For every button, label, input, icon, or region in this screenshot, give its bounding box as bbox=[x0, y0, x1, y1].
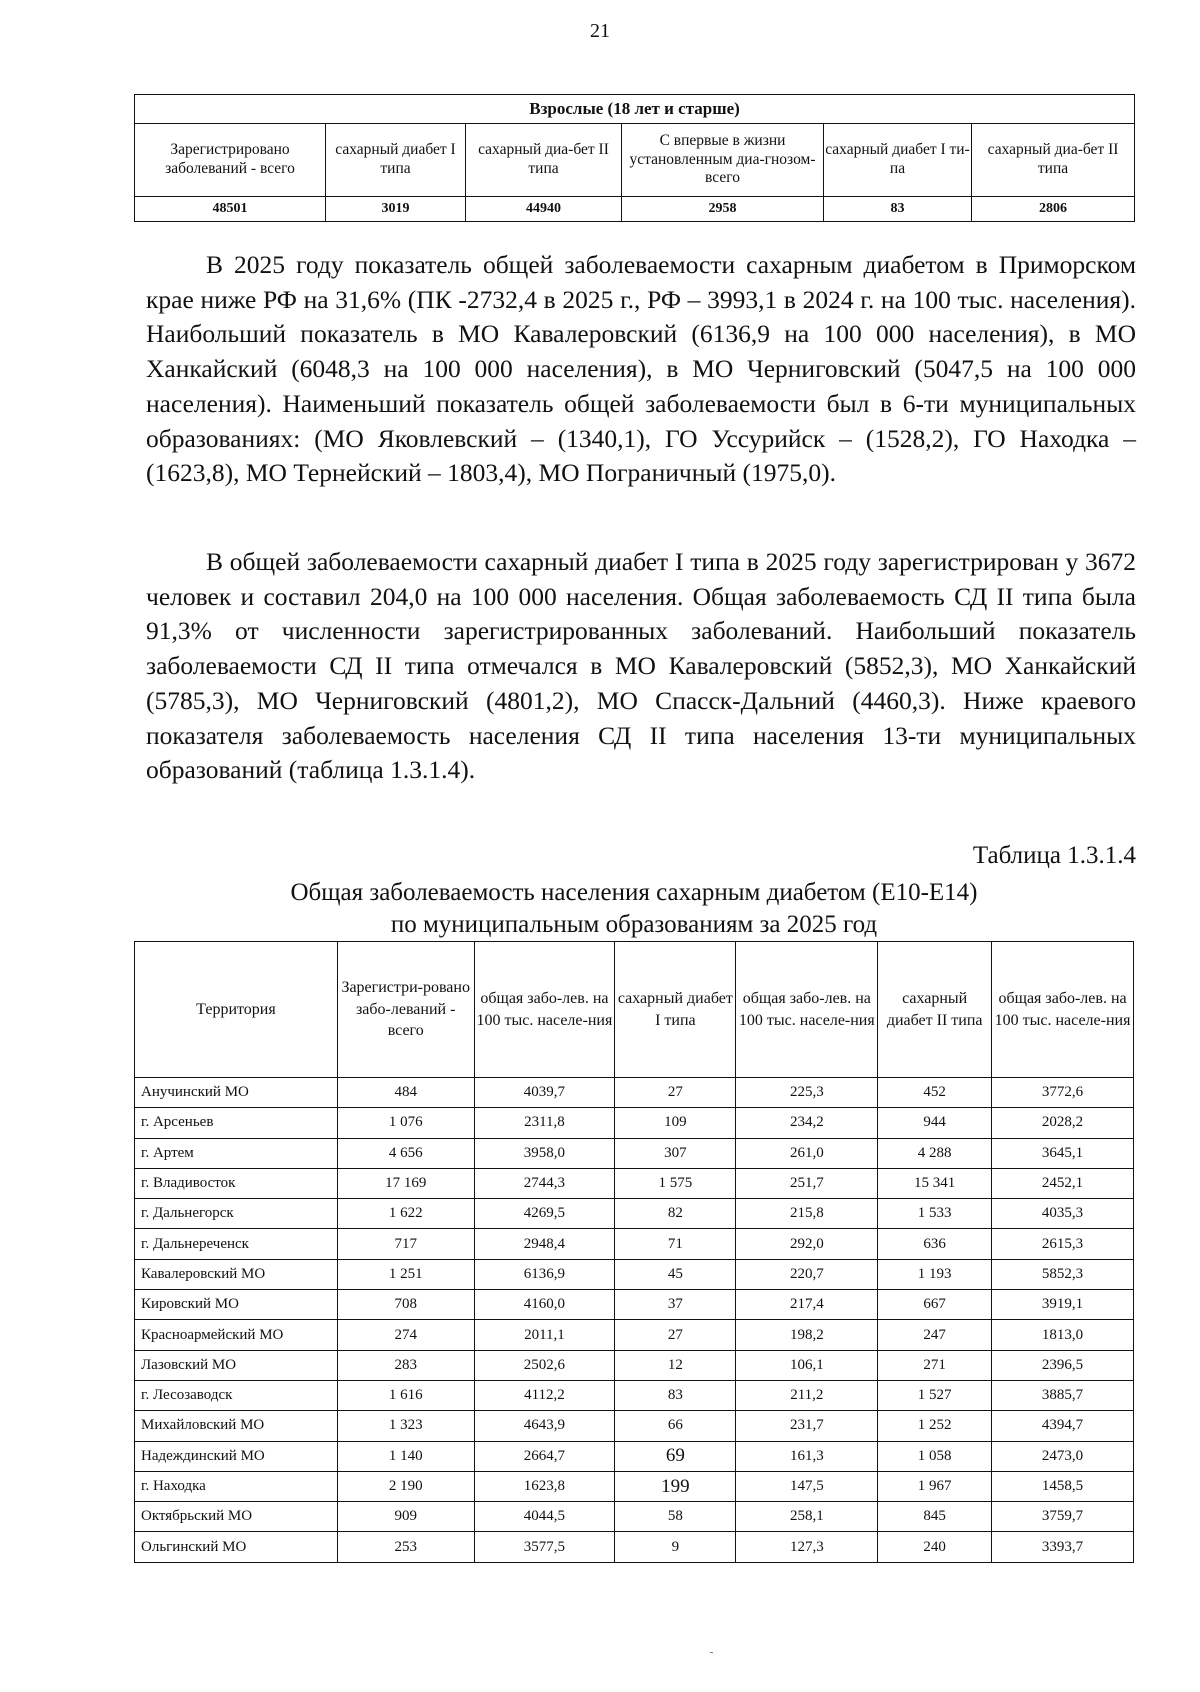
adults-band-header: Взрослые (18 лет и старше) bbox=[135, 95, 1135, 124]
territory-cell: г. Дальнереченск bbox=[135, 1229, 338, 1259]
column-header: сахарный диабет II типа bbox=[878, 942, 992, 1078]
value-cell: 452 bbox=[878, 1078, 992, 1108]
value-cell: 3885,7 bbox=[992, 1380, 1134, 1410]
value-cell: 484 bbox=[337, 1078, 474, 1108]
value-cell: 636 bbox=[878, 1229, 992, 1259]
value-cell: 4039,7 bbox=[474, 1078, 615, 1108]
table-row bbox=[135, 1471, 1134, 1501]
value-cell: 231,7 bbox=[736, 1411, 878, 1441]
territory-cell: г. Лесозаводск bbox=[135, 1380, 338, 1410]
value-cell: 261,0 bbox=[736, 1138, 878, 1168]
territory-cell: Лазовский МО bbox=[135, 1350, 338, 1380]
top-header-cell: сахарный диабет I ти-па bbox=[824, 124, 972, 197]
value-cell: 708 bbox=[337, 1290, 474, 1320]
top-value-cell: 44940 bbox=[466, 197, 622, 222]
table-row bbox=[135, 1259, 1134, 1289]
column-header: Зарегистри-ровано забо-леваний - всего bbox=[337, 942, 474, 1078]
value-cell: 1623,8 bbox=[474, 1471, 615, 1501]
value-cell: 1458,5 bbox=[992, 1471, 1134, 1501]
table-row bbox=[135, 1199, 1134, 1229]
value-cell: 1 527 bbox=[878, 1380, 992, 1410]
value-cell: 58 bbox=[615, 1502, 736, 1532]
column-header: общая забо-лев. на 100 тыс. населе-ния bbox=[736, 942, 878, 1078]
top-header-cell: сахарный диабет I типа bbox=[326, 124, 466, 197]
value-cell: 6136,9 bbox=[474, 1259, 615, 1289]
value-cell: 2396,5 bbox=[992, 1350, 1134, 1380]
value-cell: 2011,1 bbox=[474, 1320, 615, 1350]
value-cell: 283 bbox=[337, 1350, 474, 1380]
value-cell: 258,1 bbox=[736, 1502, 878, 1532]
top-header-cell: С впервые в жизни установленным диа-гнозом- всего bbox=[622, 124, 824, 197]
value-cell: 845 bbox=[878, 1502, 992, 1532]
value-cell: 2502,6 bbox=[474, 1350, 615, 1380]
value-cell: 3759,7 bbox=[992, 1502, 1134, 1532]
value-cell: 240 bbox=[878, 1532, 992, 1562]
table-row bbox=[135, 1078, 1134, 1108]
value-cell: 4 288 bbox=[878, 1138, 992, 1168]
table-row bbox=[135, 1441, 1134, 1471]
value-cell: 37 bbox=[615, 1290, 736, 1320]
value-cell: 1 076 bbox=[337, 1108, 474, 1138]
table-row bbox=[135, 1290, 1134, 1320]
value-cell: 2615,3 bbox=[992, 1229, 1134, 1259]
value-cell: 2452,1 bbox=[992, 1168, 1134, 1198]
value-cell: 4035,3 bbox=[992, 1199, 1134, 1229]
table-row bbox=[135, 1138, 1134, 1168]
column-header: сахарный диабет I типа bbox=[615, 942, 736, 1078]
territory-cell: г. Дальнегорск bbox=[135, 1199, 338, 1229]
value-cell: 2473,0 bbox=[992, 1441, 1134, 1471]
value-cell: 271 bbox=[878, 1350, 992, 1380]
value-cell: 234,2 bbox=[736, 1108, 878, 1138]
territory-cell: Красноармейский МО bbox=[135, 1320, 338, 1350]
value-cell: 1 533 bbox=[878, 1199, 992, 1229]
top-value-cell: 3019 bbox=[326, 197, 466, 222]
table-row bbox=[135, 1108, 1134, 1138]
value-cell: 3958,0 bbox=[474, 1138, 615, 1168]
value-cell: 1 058 bbox=[878, 1441, 992, 1471]
value-cell: 1 140 bbox=[337, 1441, 474, 1471]
value-cell: 45 bbox=[615, 1259, 736, 1289]
territory-cell: Кавалеровский МО bbox=[135, 1259, 338, 1289]
value-cell: 1 193 bbox=[878, 1259, 992, 1289]
value-cell: 909 bbox=[337, 1502, 474, 1532]
top-header-cell: сахарный диа-бет II типа bbox=[972, 124, 1135, 197]
territory-cell: Михайловский МО bbox=[135, 1411, 338, 1441]
value-cell: 3645,1 bbox=[992, 1138, 1134, 1168]
value-cell: 1 622 bbox=[337, 1199, 474, 1229]
value-cell: 27 bbox=[615, 1320, 736, 1350]
territory-cell: Анучинский МО bbox=[135, 1078, 338, 1108]
territory-cell: Кировский МО bbox=[135, 1290, 338, 1320]
value-cell: 12 bbox=[615, 1350, 736, 1380]
top-value-cell: 2958 bbox=[622, 197, 824, 222]
table-title-line-2: по муниципальным образованиям за 2025 год bbox=[390, 911, 878, 938]
value-cell: 69 bbox=[615, 1441, 736, 1471]
value-cell: 215,8 bbox=[736, 1199, 878, 1229]
value-cell: 15 341 bbox=[878, 1168, 992, 1198]
value-cell: 17 169 bbox=[337, 1168, 474, 1198]
top-header-cell: Зарегистрировано заболеваний - всего bbox=[135, 124, 326, 197]
value-cell: 127,3 bbox=[736, 1532, 878, 1562]
territory-cell: г. Артем bbox=[135, 1138, 338, 1168]
value-cell: 4269,5 bbox=[474, 1199, 615, 1229]
value-cell: 2 190 bbox=[337, 1471, 474, 1501]
value-cell: 1 251 bbox=[337, 1259, 474, 1289]
value-cell: 3772,6 bbox=[992, 1078, 1134, 1108]
value-cell: 1 967 bbox=[878, 1471, 992, 1501]
column-header: Территория bbox=[135, 942, 338, 1078]
value-cell: 307 bbox=[615, 1138, 736, 1168]
table-row bbox=[135, 1411, 1134, 1441]
table-row bbox=[135, 1168, 1134, 1198]
territory-cell: Ольгинский МО bbox=[135, 1532, 338, 1562]
municipal-morbidity-table bbox=[134, 941, 1134, 1563]
table-row bbox=[135, 1380, 1134, 1410]
column-header: общая забо-лев. на 100 тыс. населе-ния bbox=[474, 942, 615, 1078]
value-cell: 1813,0 bbox=[992, 1320, 1134, 1350]
territory-cell: г. Владивосток bbox=[135, 1168, 338, 1198]
value-cell: 667 bbox=[878, 1290, 992, 1320]
top-header-cell: сахарный диа-бет II типа bbox=[466, 124, 622, 197]
value-cell: 199 bbox=[615, 1471, 736, 1501]
table-row bbox=[135, 1350, 1134, 1380]
table-row bbox=[135, 1532, 1134, 1562]
scan-speck bbox=[710, 1652, 713, 1653]
value-cell: 4044,5 bbox=[474, 1502, 615, 1532]
value-cell: 2028,2 bbox=[992, 1108, 1134, 1138]
table-number: Таблица 1.3.1.4 bbox=[972, 842, 1136, 869]
value-cell: 3577,5 bbox=[474, 1532, 615, 1562]
value-cell: 66 bbox=[615, 1411, 736, 1441]
top-value-cell: 2806 bbox=[972, 197, 1135, 222]
value-cell: 211,2 bbox=[736, 1380, 878, 1410]
table-row bbox=[135, 1502, 1134, 1532]
territory-cell: Октябрьский МО bbox=[135, 1502, 338, 1532]
value-cell: 82 bbox=[615, 1199, 736, 1229]
value-cell: 2664,7 bbox=[474, 1441, 615, 1471]
value-cell: 1 616 bbox=[337, 1380, 474, 1410]
value-cell: 1 575 bbox=[615, 1168, 736, 1198]
value-cell: 220,7 bbox=[736, 1259, 878, 1289]
value-cell: 4394,7 bbox=[992, 1411, 1134, 1441]
value-cell: 1 252 bbox=[878, 1411, 992, 1441]
value-cell: 4112,2 bbox=[474, 1380, 615, 1410]
value-cell: 4160,0 bbox=[474, 1290, 615, 1320]
paragraph-1: В 2025 году показатель общей заболеваемости сахарным диабетом в Приморском крае ниже РФ на 31,6% (ПК -2732,4 в 2025 г., РФ – 3993,1 в 2024 г. на 100 тыс. населения). Наибольший показатель в МО Кавалеровский (6136,9 на 100 000 населения), в МО Ханкайский (6048,3 на 100 000 населения), в МО Черниговский (5047,5 на 100 000 населения). Наименьший показатель общей заболеваемости был в 6-ти муниципальных образованиях: (МО Яковлевский – (1340,1), ГО Уссурийск – (1528,2), ГО Находка – (1623,8), МО Тернейский – 1803,4), МО Пограничный (1975,0). bbox=[146, 250, 1136, 488]
value-cell: 247 bbox=[878, 1320, 992, 1350]
value-cell: 2311,8 bbox=[474, 1108, 615, 1138]
value-cell: 225,3 bbox=[736, 1078, 878, 1108]
top-value-cell: 48501 bbox=[135, 197, 326, 222]
value-cell: 2948,4 bbox=[474, 1229, 615, 1259]
value-cell: 253 bbox=[337, 1532, 474, 1562]
value-cell: 83 bbox=[615, 1380, 736, 1410]
value-cell: 4 656 bbox=[337, 1138, 474, 1168]
territory-cell: г. Арсеньев bbox=[135, 1108, 338, 1138]
value-cell: 717 bbox=[337, 1229, 474, 1259]
value-cell: 217,4 bbox=[736, 1290, 878, 1320]
top-value-cell: 83 bbox=[824, 197, 972, 222]
value-cell: 3393,7 bbox=[992, 1532, 1134, 1562]
value-cell: 251,7 bbox=[736, 1168, 878, 1198]
value-cell: 27 bbox=[615, 1078, 736, 1108]
value-cell: 198,2 bbox=[736, 1320, 878, 1350]
table-title-line-1: Общая заболеваемость населения сахарным диабетом (Е10-Е14) bbox=[290, 879, 978, 906]
value-cell: 5852,3 bbox=[992, 1259, 1134, 1289]
value-cell: 292,0 bbox=[736, 1229, 878, 1259]
table-row bbox=[135, 1320, 1134, 1350]
column-header: общая забо-лев. на 100 тыс. населе-ния bbox=[992, 942, 1134, 1078]
value-cell: 4643,9 bbox=[474, 1411, 615, 1441]
page-number: 21 bbox=[590, 20, 610, 42]
value-cell: 161,3 bbox=[736, 1441, 878, 1471]
value-cell: 3919,1 bbox=[992, 1290, 1134, 1320]
value-cell: 274 bbox=[337, 1320, 474, 1350]
value-cell: 109 bbox=[615, 1108, 736, 1138]
value-cell: 147,5 bbox=[736, 1471, 878, 1501]
adults-summary-table bbox=[134, 94, 1135, 222]
territory-cell: г. Находка bbox=[135, 1471, 338, 1501]
territory-cell: Надеждинский МО bbox=[135, 1441, 338, 1471]
value-cell: 9 bbox=[615, 1532, 736, 1562]
value-cell: 944 bbox=[878, 1108, 992, 1138]
table-row bbox=[135, 1229, 1134, 1259]
value-cell: 71 bbox=[615, 1229, 736, 1259]
value-cell: 1 323 bbox=[337, 1411, 474, 1441]
value-cell: 2744,3 bbox=[474, 1168, 615, 1198]
paragraph-2: В общей заболеваемости сахарный диабет I типа в 2025 году зарегистрирован у 3672 человек и составил 204,0 на 100 000 населения. Общая заболеваемость СД II типа была 91,3% от численности зарегистрированных заболеваний. Наибольший показатель заболеваемости СД II типа отмечался в МО Кавалеровский (5852,3), МО Ханкайский (5785,3), МО Черниговский (4801,2), МО Спасск-Дальний (4460,3). Ниже краевого показателя заболеваемость населения СД II типа населения 13-ти муниципальных образований (таблица 1.3.1.4). bbox=[146, 547, 1136, 785]
value-cell: 106,1 bbox=[736, 1350, 878, 1380]
